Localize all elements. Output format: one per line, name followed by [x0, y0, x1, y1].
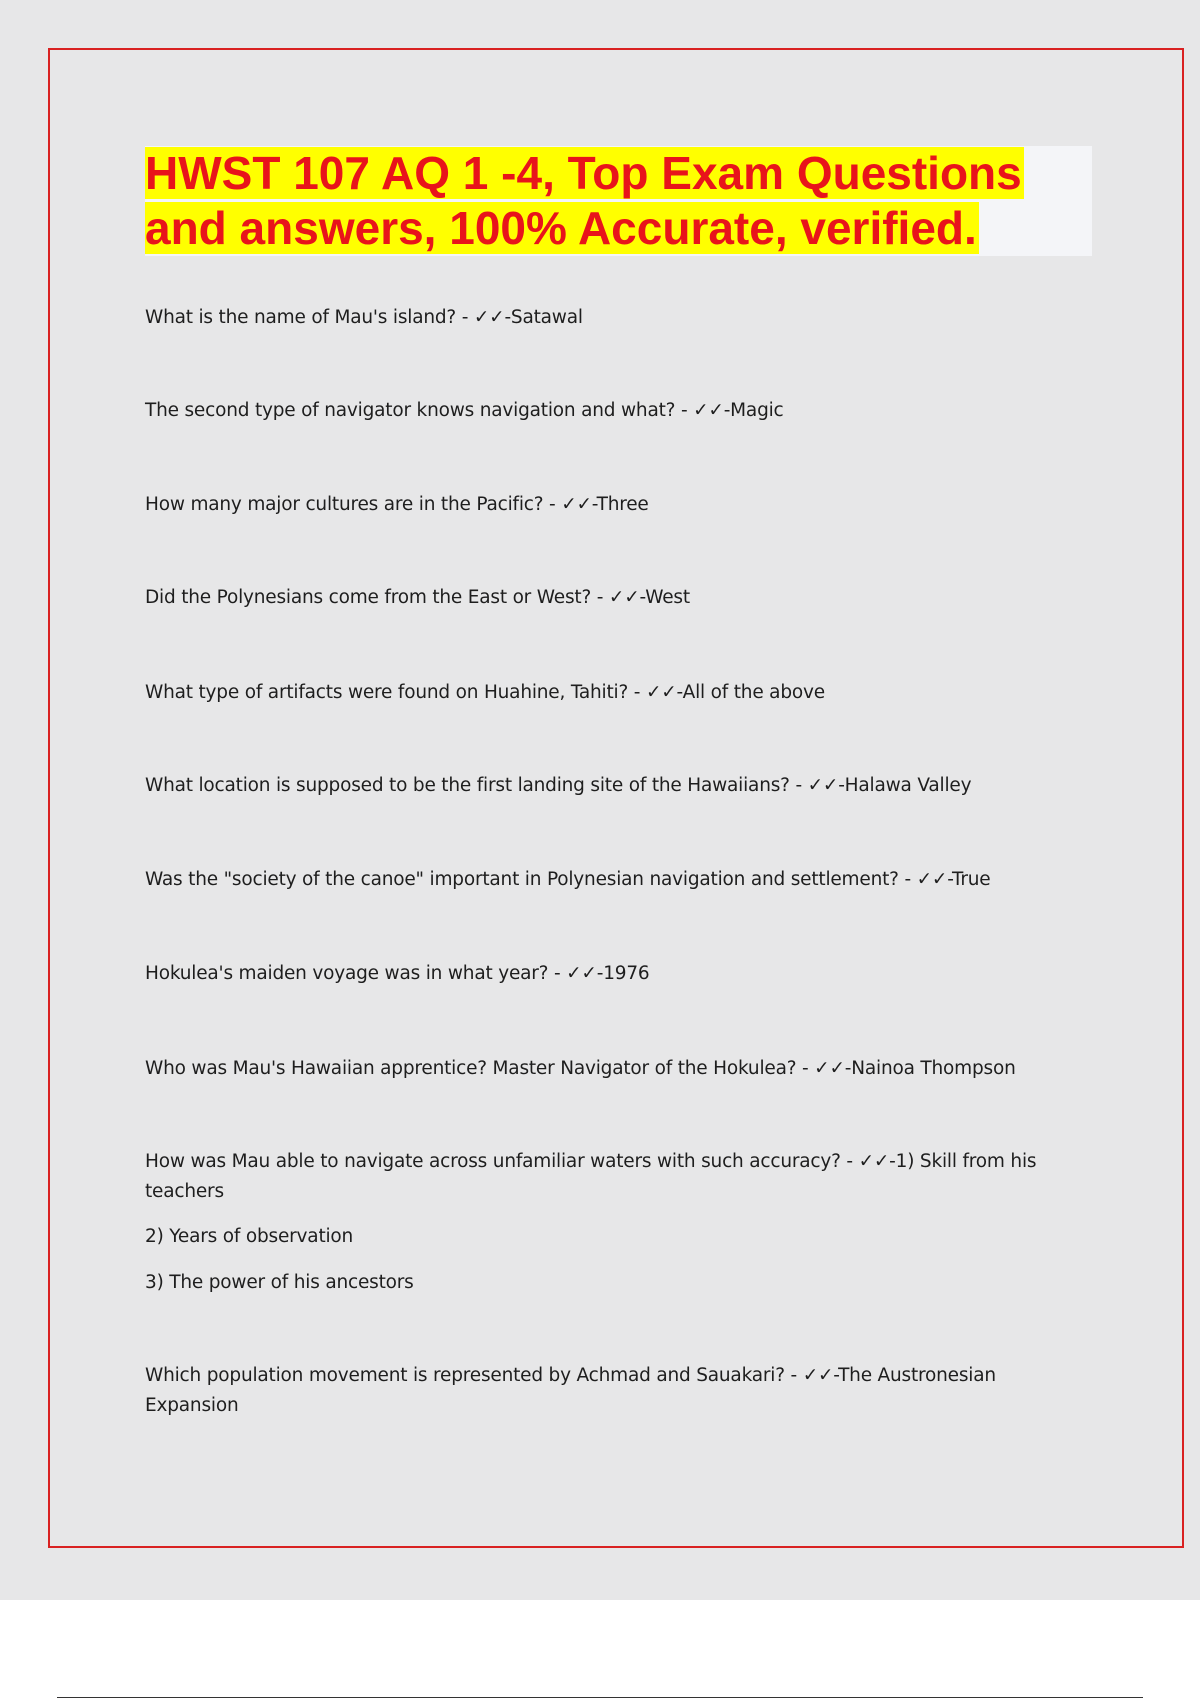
qa-item-10-line-2: 2) Years of observation [145, 1226, 354, 1247]
qa-item-1: What is the name of Mau's island? - ✓✓-Satawal [145, 307, 583, 328]
title-block [145, 146, 1092, 256]
qa-item-4: Did the Polynesians come from the East or West? - ✓✓-West [145, 587, 690, 608]
qa-item-11: Which population movement is represented by Achmad and Sauakari? - ✓✓-The Austronesian Expansion [145, 1365, 996, 1416]
document-title [145, 146, 1092, 256]
qa-item-9: Who was Mau's Hawaiian apprentice? Master Navigator of the Hokulea? - ✓✓-Nainoa Thompson [145, 1058, 1016, 1079]
qa-item-10-line-3: 3) The power of his ancestors [145, 1272, 414, 1293]
qa-item-5: What type of artifacts were found on Huahine, Tahiti? - ✓✓-All of the above [145, 682, 825, 703]
qa-item-7: Was the "society of the canoe" important in Polynesian navigation and settlement? - ✓✓-True [145, 869, 991, 890]
title-line-2: and answers, 100% Accurate, verified. [145, 202, 977, 254]
title-line-1: HWST 107 AQ 1 -4, Top Exam Questions [145, 147, 1022, 199]
qa-item-10: How was Mau able to navigate across unfamiliar waters with such accuracy? - ✓✓-1) Skill from his teachers [145, 1151, 1037, 1202]
qa-item-3: How many major cultures are in the Pacific? - ✓✓-Three [145, 494, 649, 515]
qa-item-8: Hokulea's maiden voyage was in what year? - ✓✓-1976 [145, 963, 650, 984]
qa-item-6: What location is supposed to be the first landing site of the Hawaiians? - ✓✓-Halawa Valley [145, 775, 972, 796]
footer-divider [57, 1697, 1143, 1698]
qa-item-2: The second type of navigator knows navigation and what? - ✓✓-Magic [145, 400, 784, 421]
